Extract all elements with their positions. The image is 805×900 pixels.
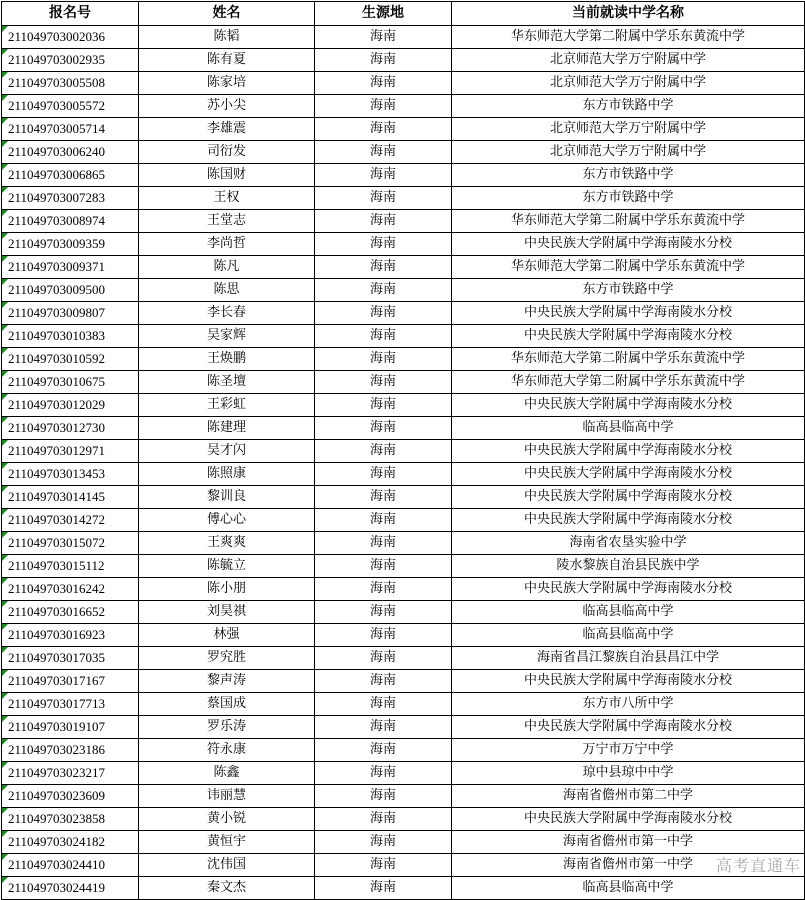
table-row	[2, 808, 805, 831]
table-row	[2, 417, 805, 440]
school-cell: 华东师范大学第二附属中学乐东黄流中学	[452, 371, 805, 394]
school-cell: 临高县临高中学	[452, 877, 805, 900]
school-cell: 中央民族大学附属中学海南陵水分校	[452, 325, 805, 348]
origin-cell: 海南	[315, 371, 452, 394]
table-row	[2, 187, 805, 210]
origin-cell: 海南	[315, 210, 452, 233]
name-cell: 王彩虹	[139, 394, 315, 417]
registration-number-cell: 211049703005714	[2, 118, 139, 141]
school-cell: 北京师范大学万宁附属中学	[452, 49, 805, 72]
registration-number-cell: 211049703023217	[2, 762, 139, 785]
header-row	[2, 2, 805, 26]
header-name: 姓名	[139, 2, 315, 26]
table-row	[2, 233, 805, 256]
school-cell: 海南省儋州市第一中学	[452, 831, 805, 854]
registration-number-cell: 211049703024419	[2, 877, 139, 900]
origin-cell: 海南	[315, 233, 452, 256]
registration-number-cell: 211049703009807	[2, 302, 139, 325]
registration-number-cell: 211049703017713	[2, 693, 139, 716]
school-cell: 中央民族大学附属中学海南陵水分校	[452, 578, 805, 601]
registration-number-cell: 211049703015072	[2, 532, 139, 555]
origin-cell: 海南	[315, 26, 452, 49]
school-cell: 中央民族大学附属中学海南陵水分校	[452, 302, 805, 325]
table-row	[2, 555, 805, 578]
registration-number-cell: 211049703017035	[2, 647, 139, 670]
registration-number-cell: 211049703008974	[2, 210, 139, 233]
school-cell: 北京师范大学万宁附属中学	[452, 72, 805, 95]
table-row	[2, 49, 805, 72]
school-cell: 东方市八所中学	[452, 693, 805, 716]
origin-cell: 海南	[315, 49, 452, 72]
registration-number-cell: 211049703007283	[2, 187, 139, 210]
name-cell: 傅心心	[139, 509, 315, 532]
name-cell: 陈韬	[139, 26, 315, 49]
origin-cell: 海南	[315, 647, 452, 670]
origin-cell: 海南	[315, 739, 452, 762]
school-cell: 北京师范大学万宁附属中学	[452, 141, 805, 164]
registration-number-cell: 211049703012971	[2, 440, 139, 463]
table-row	[2, 118, 805, 141]
registration-number-cell: 211049703014145	[2, 486, 139, 509]
table-row	[2, 72, 805, 95]
table-row	[2, 394, 805, 417]
origin-cell: 海南	[315, 808, 452, 831]
name-cell: 林强	[139, 624, 315, 647]
table-row	[2, 26, 805, 49]
table-row	[2, 647, 805, 670]
registration-number-cell: 211049703015112	[2, 555, 139, 578]
registration-number-cell: 211049703013453	[2, 463, 139, 486]
school-cell: 陵水黎族自治县民族中学	[452, 555, 805, 578]
name-cell: 王权	[139, 187, 315, 210]
school-cell: 海南省农垦实验中学	[452, 532, 805, 555]
table-row	[2, 279, 805, 302]
origin-cell: 海南	[315, 302, 452, 325]
origin-cell: 海南	[315, 440, 452, 463]
registration-number-cell: 211049703024182	[2, 831, 139, 854]
name-cell: 陈圣壇	[139, 371, 315, 394]
table-row	[2, 624, 805, 647]
table-row	[2, 440, 805, 463]
name-cell: 陈小朋	[139, 578, 315, 601]
school-cell: 华东师范大学第二附属中学乐东黄流中学	[452, 256, 805, 279]
registration-number-cell: 211049703002036	[2, 26, 139, 49]
name-cell: 刘昊祺	[139, 601, 315, 624]
origin-cell: 海南	[315, 463, 452, 486]
registration-number-cell: 211049703014272	[2, 509, 139, 532]
registration-number-cell: 211049703009371	[2, 256, 139, 279]
origin-cell: 海南	[315, 693, 452, 716]
name-cell: 符永康	[139, 739, 315, 762]
registration-number-cell: 211049703009359	[2, 233, 139, 256]
school-cell: 海南省儋州市第二中学	[452, 785, 805, 808]
origin-cell: 海南	[315, 716, 452, 739]
table-row	[2, 210, 805, 233]
registration-number-cell: 211049703010592	[2, 348, 139, 371]
name-cell: 陈凡	[139, 256, 315, 279]
school-cell: 临高县临高中学	[452, 624, 805, 647]
name-cell: 讳丽慧	[139, 785, 315, 808]
name-cell: 司衍发	[139, 141, 315, 164]
table-row	[2, 325, 805, 348]
origin-cell: 海南	[315, 95, 452, 118]
origin-cell: 海南	[315, 877, 452, 900]
name-cell: 李长春	[139, 302, 315, 325]
school-cell: 东方市铁路中学	[452, 95, 805, 118]
school-cell: 中央民族大学附属中学海南陵水分校	[452, 233, 805, 256]
name-cell: 陈有夏	[139, 49, 315, 72]
header-registration-number: 报名号	[2, 2, 139, 26]
origin-cell: 海南	[315, 164, 452, 187]
registration-number-cell: 211049703016242	[2, 578, 139, 601]
name-cell: 王爽爽	[139, 532, 315, 555]
table-row	[2, 693, 805, 716]
origin-cell: 海南	[315, 578, 452, 601]
origin-cell: 海南	[315, 141, 452, 164]
registration-number-cell: 211049703012029	[2, 394, 139, 417]
origin-cell: 海南	[315, 486, 452, 509]
name-cell: 苏小尖	[139, 95, 315, 118]
origin-cell: 海南	[315, 348, 452, 371]
school-cell: 琼中县琼中中学	[452, 762, 805, 785]
table-row	[2, 486, 805, 509]
watermark: 高考直通车	[715, 856, 801, 875]
table-row	[2, 601, 805, 624]
table-row	[2, 739, 805, 762]
school-cell: 中央民族大学附属中学海南陵水分校	[452, 486, 805, 509]
origin-cell: 海南	[315, 279, 452, 302]
origin-cell: 海南	[315, 785, 452, 808]
table-row	[2, 854, 805, 877]
school-cell: 华东师范大学第二附属中学乐东黄流中学	[452, 210, 805, 233]
school-cell: 中央民族大学附属中学海南陵水分校	[452, 394, 805, 417]
name-cell: 陈思	[139, 279, 315, 302]
table-row	[2, 302, 805, 325]
table-row	[2, 670, 805, 693]
origin-cell: 海南	[315, 831, 452, 854]
name-cell: 陈鑫	[139, 762, 315, 785]
registration-number-cell: 211049703019107	[2, 716, 139, 739]
origin-cell: 海南	[315, 624, 452, 647]
school-cell: 北京师范大学万宁附属中学	[452, 118, 805, 141]
origin-cell: 海南	[315, 325, 452, 348]
name-cell: 王焕鹏	[139, 348, 315, 371]
school-cell: 中央民族大学附属中学海南陵水分校	[452, 509, 805, 532]
name-cell: 王堂志	[139, 210, 315, 233]
name-cell: 沈伟国	[139, 854, 315, 877]
registration-number-cell: 211049703023858	[2, 808, 139, 831]
origin-cell: 海南	[315, 509, 452, 532]
table-row	[2, 785, 805, 808]
origin-cell: 海南	[315, 256, 452, 279]
table-row	[2, 532, 805, 555]
registration-number-cell: 211049703012730	[2, 417, 139, 440]
table-row	[2, 141, 805, 164]
name-cell: 黎声涛	[139, 670, 315, 693]
registration-number-cell: 211049703010383	[2, 325, 139, 348]
registration-number-cell: 211049703016652	[2, 601, 139, 624]
registration-number-cell: 211049703010675	[2, 371, 139, 394]
table-row	[2, 831, 805, 854]
name-cell: 蔡国成	[139, 693, 315, 716]
table-body	[2, 26, 805, 900]
name-cell: 黄小锐	[139, 808, 315, 831]
table-row	[2, 371, 805, 394]
registration-number-cell: 211049703016923	[2, 624, 139, 647]
table-row	[2, 463, 805, 486]
registration-number-cell: 211049703023609	[2, 785, 139, 808]
name-cell: 李雄震	[139, 118, 315, 141]
school-cell: 临高县临高中学	[452, 417, 805, 440]
origin-cell: 海南	[315, 854, 452, 877]
name-cell: 陈家培	[139, 72, 315, 95]
origin-cell: 海南	[315, 670, 452, 693]
school-cell: 中央民族大学附属中学海南陵水分校	[452, 440, 805, 463]
name-cell: 罗究胜	[139, 647, 315, 670]
school-cell: 海南省儋州市第一中学	[452, 854, 805, 877]
table-row	[2, 762, 805, 785]
student-table	[1, 1, 805, 900]
table-row	[2, 509, 805, 532]
table-row	[2, 877, 805, 900]
school-cell: 中央民族大学附属中学海南陵水分校	[452, 808, 805, 831]
registration-number-cell: 211049703023186	[2, 739, 139, 762]
origin-cell: 海南	[315, 417, 452, 440]
name-cell: 陈国财	[139, 164, 315, 187]
name-cell: 吴家辉	[139, 325, 315, 348]
registration-number-cell: 211049703006865	[2, 164, 139, 187]
header-school: 当前就读中学名称	[452, 2, 805, 26]
school-cell: 东方市铁路中学	[452, 187, 805, 210]
school-cell: 中央民族大学附属中学海南陵水分校	[452, 463, 805, 486]
registration-number-cell: 211049703024410	[2, 854, 139, 877]
origin-cell: 海南	[315, 394, 452, 417]
origin-cell: 海南	[315, 601, 452, 624]
name-cell: 陈照康	[139, 463, 315, 486]
name-cell: 吴才闪	[139, 440, 315, 463]
school-cell: 东方市铁路中学	[452, 279, 805, 302]
table-row	[2, 164, 805, 187]
registration-number-cell: 211049703002935	[2, 49, 139, 72]
header-origin: 生源地	[315, 2, 452, 26]
origin-cell: 海南	[315, 762, 452, 785]
school-cell: 中央民族大学附属中学海南陵水分校	[452, 716, 805, 739]
name-cell: 黄恒宇	[139, 831, 315, 854]
origin-cell: 海南	[315, 555, 452, 578]
table-row	[2, 95, 805, 118]
origin-cell: 海南	[315, 532, 452, 555]
name-cell: 陈建理	[139, 417, 315, 440]
school-cell: 华东师范大学第二附属中学乐东黄流中学	[452, 348, 805, 371]
school-cell: 万宁市万宁中学	[452, 739, 805, 762]
school-cell: 东方市铁路中学	[452, 164, 805, 187]
name-cell: 陈毓立	[139, 555, 315, 578]
name-cell: 罗乐涛	[139, 716, 315, 739]
origin-cell: 海南	[315, 187, 452, 210]
school-cell: 中央民族大学附属中学海南陵水分校	[452, 670, 805, 693]
school-cell: 海南省昌江黎族自治县昌江中学	[452, 647, 805, 670]
school-cell: 华东师范大学第二附属中学乐东黄流中学	[452, 26, 805, 49]
registration-number-cell: 211049703005508	[2, 72, 139, 95]
origin-cell: 海南	[315, 72, 452, 95]
name-cell: 李尚哲	[139, 233, 315, 256]
origin-cell: 海南	[315, 118, 452, 141]
registration-number-cell: 211049703009500	[2, 279, 139, 302]
registration-number-cell: 211049703005572	[2, 95, 139, 118]
name-cell: 秦文杰	[139, 877, 315, 900]
registration-number-cell: 211049703017167	[2, 670, 139, 693]
table-row	[2, 256, 805, 279]
name-cell: 黎训良	[139, 486, 315, 509]
table-row	[2, 348, 805, 371]
registration-number-cell: 211049703006240	[2, 141, 139, 164]
school-cell: 临高县临高中学	[452, 601, 805, 624]
table-row	[2, 578, 805, 601]
table-row	[2, 716, 805, 739]
